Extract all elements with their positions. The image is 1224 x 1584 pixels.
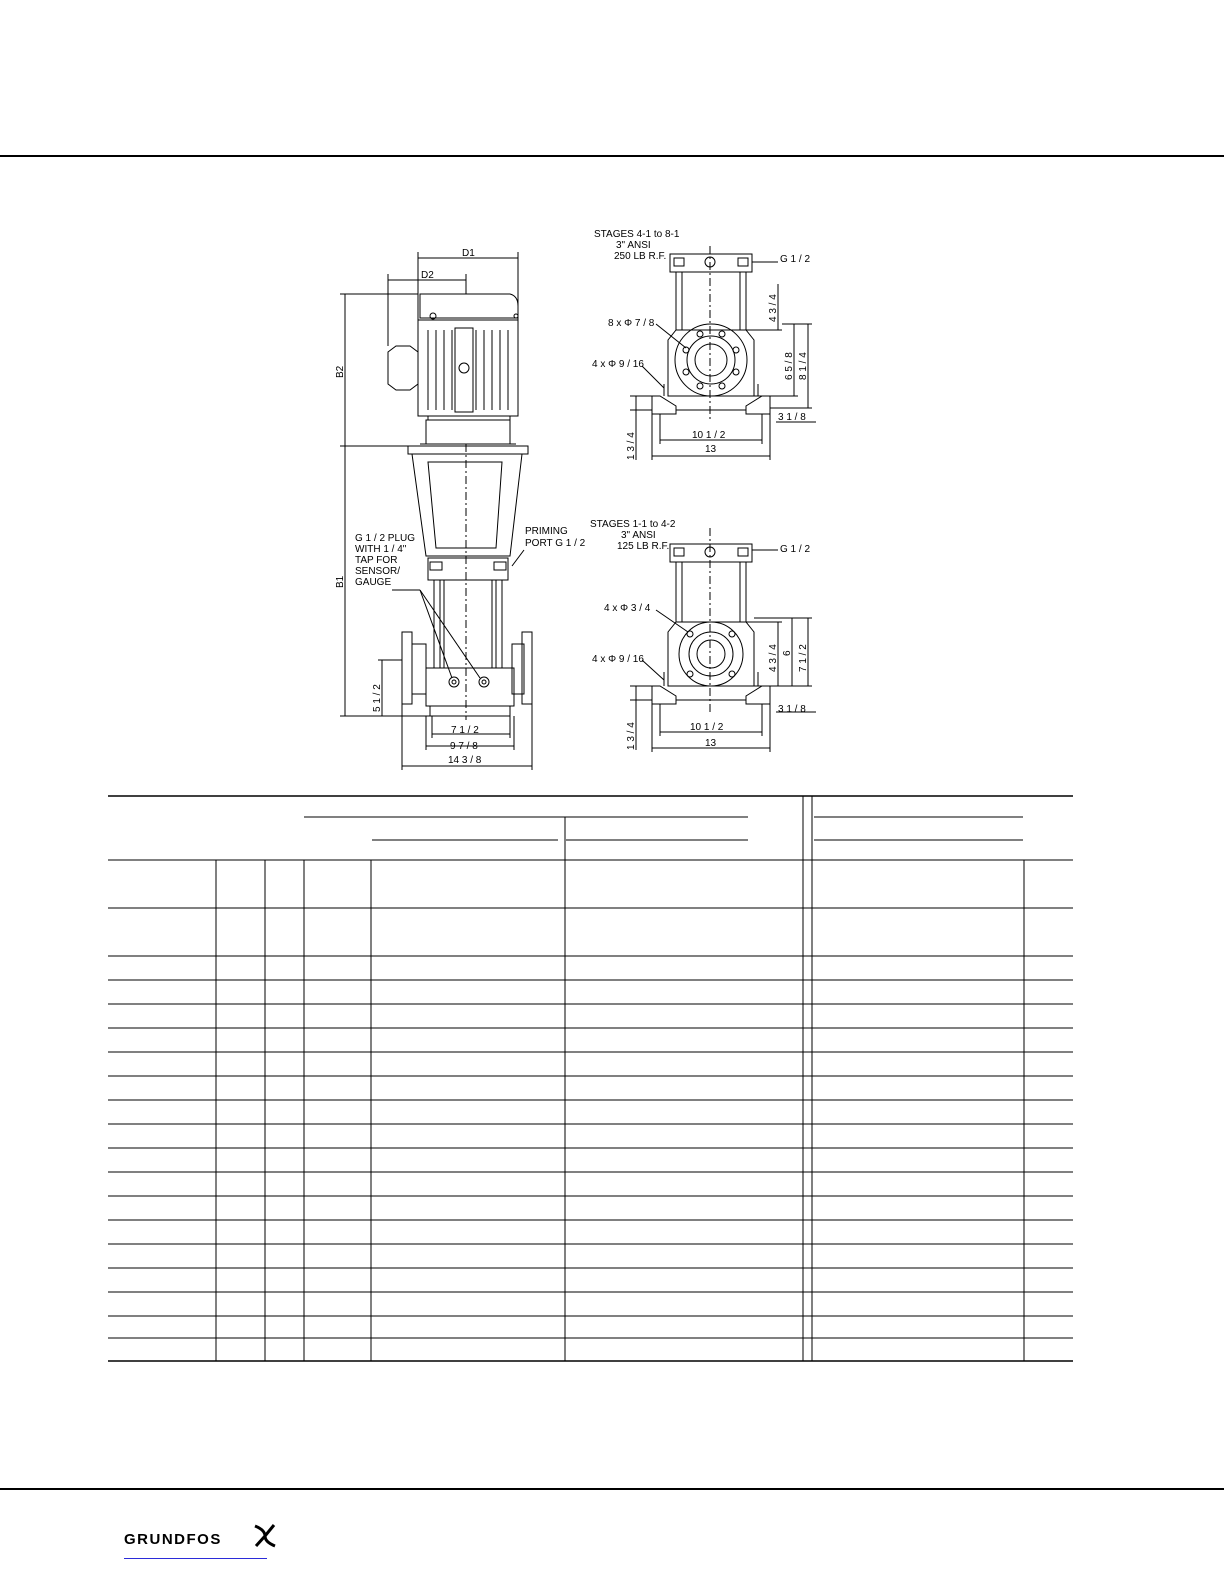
plug-callout-line-3: TAP FOR <box>355 555 398 566</box>
top-view-holes-a: 8 x Φ 7 / 8 <box>608 318 655 329</box>
top-view-h3: 3 1 / 8 <box>778 412 806 423</box>
top-view-header-3: 250 LB R.F. <box>614 251 667 262</box>
top-view-h2: 13 <box>705 444 717 455</box>
plug-callout-line-5: GAUGE <box>355 577 392 588</box>
top-view-header-1: STAGES 4-1 to 8-1 <box>594 229 680 240</box>
bottom-view-header-3: 125 LB R.F. <box>617 541 670 552</box>
top-view-g: G 1 / 2 <box>780 254 811 265</box>
priming-callout-line-2: PORT G 1 / 2 <box>525 538 586 549</box>
dim-b1: B1 <box>335 575 346 588</box>
dim-b2: B2 <box>335 365 346 378</box>
dim-d2: D2 <box>421 270 434 281</box>
top-view-h1: 10 1 / 2 <box>692 430 726 441</box>
bottom-view-v2: 6 <box>782 650 793 656</box>
dim-7-1-2: 7 1 / 2 <box>451 725 479 736</box>
bottom-view-holes-a: 4 x Φ 3 / 4 <box>604 603 651 614</box>
top-view-v3: 8 1 / 4 <box>798 352 809 380</box>
dim-5-1-2: 5 1 / 2 <box>372 684 383 712</box>
top-view-v2: 6 5 / 8 <box>784 352 795 380</box>
top-view-header-2: 3" ANSI <box>616 240 651 251</box>
logo-underline <box>124 1558 267 1559</box>
bottom-view-h1: 10 1 / 2 <box>690 722 724 733</box>
top-view-holes-b: 4 x Φ 9 / 16 <box>592 359 644 370</box>
spec-table-grid <box>108 796 1073 1361</box>
brand-logo: GRUNDFOS <box>124 1531 222 1548</box>
bottom-view-h3: 3 1 / 8 <box>778 704 806 715</box>
bottom-view-g: G 1 / 2 <box>780 544 811 555</box>
priming-callout-line-1: PRIMING <box>525 526 568 537</box>
bottom-view-holes-b: 4 x Φ 9 / 16 <box>592 654 644 665</box>
bottom-view-header-1: STAGES 1-1 to 4-2 <box>590 519 676 530</box>
bottom-view-header-2: 3" ANSI <box>621 530 656 541</box>
bottom-view-v1: 4 3 / 4 <box>768 644 779 672</box>
grundfos-x-icon <box>252 1522 278 1548</box>
bottom-view-h2: 13 <box>705 738 717 749</box>
bottom-view-v4: 1 3 / 4 <box>626 722 637 750</box>
dim-9-7-8: 9 7 / 8 <box>450 741 478 752</box>
plug-callout-line-2: WITH 1 / 4" <box>355 544 407 555</box>
top-view-v1: 4 3 / 4 <box>768 294 779 322</box>
plug-callout-line-1: G 1 / 2 PLUG <box>355 533 416 544</box>
dim-d1: D1 <box>462 248 475 259</box>
dim-14-3-8: 14 3 / 8 <box>448 755 482 766</box>
top-view-v4: 1 3 / 4 <box>626 432 637 460</box>
plug-callout-line-4: SENSOR/ <box>355 566 401 577</box>
bottom-view-v3: 7 1 / 2 <box>798 644 809 672</box>
